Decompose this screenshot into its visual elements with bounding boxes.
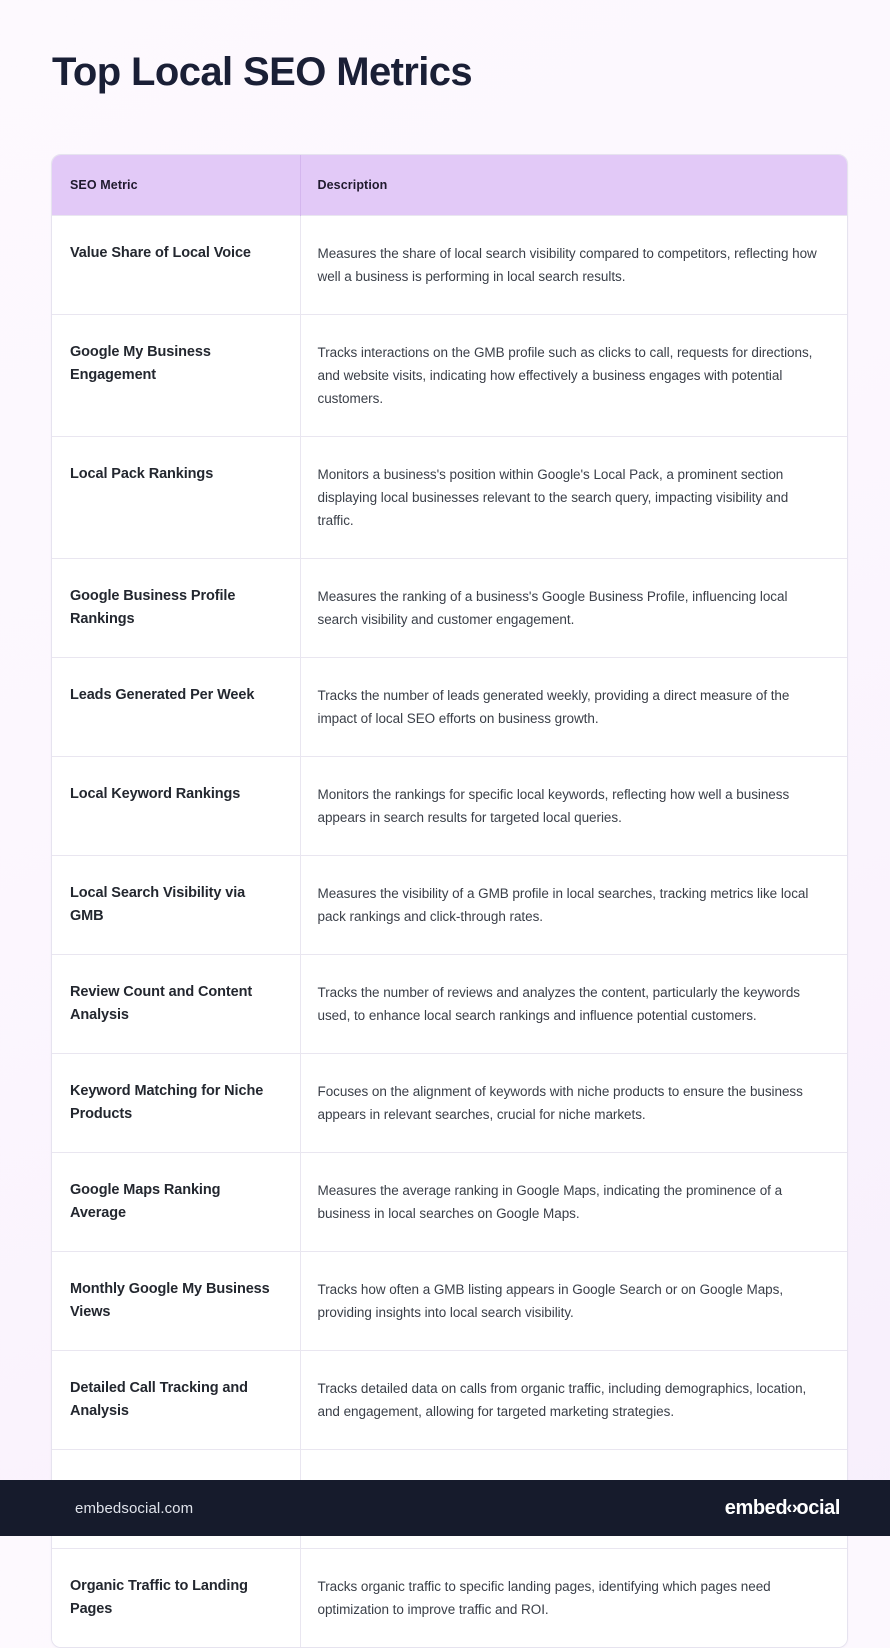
table-row <box>52 558 848 657</box>
cell-seo-metric: Monthly Google My Business Views <box>52 1251 300 1350</box>
cell-seo-metric: Keyword Matching for Niche Products <box>52 1053 300 1152</box>
cell-description: Measures the ranking of a business's Google Business Profile, influencing local search visibility and customer engagement. <box>300 558 848 657</box>
cell-seo-metric: Review Count and Content Analysis <box>52 954 300 1053</box>
cell-seo-metric: Google My Business Engagement <box>52 314 300 436</box>
table-row <box>52 756 848 855</box>
table-row <box>52 1152 848 1251</box>
table-body <box>52 215 848 1647</box>
table-row <box>52 1251 848 1350</box>
cell-description: Monitors the rankings for specific local keywords, reflecting how well a business appears in search results for targeted local queries. <box>300 756 848 855</box>
page-footer <box>0 1480 890 1536</box>
cell-description: Focuses on the alignment of keywords with niche products to ensure the business appears in relevant searches, crucial for niche markets. <box>300 1053 848 1152</box>
column-header-seo-metric: SEO Metric <box>52 155 300 215</box>
cell-description: Tracks the number of reviews and analyzes the content, particularly the keywords used, to enhance local search rankings and influence potential customers. <box>300 954 848 1053</box>
table-row <box>52 1350 848 1449</box>
table-row <box>52 657 848 756</box>
table-row <box>52 855 848 954</box>
table-row <box>52 1548 848 1647</box>
table-row <box>52 215 848 314</box>
logo-text-suffix: ocial <box>796 1496 840 1519</box>
cell-description: Tracks organic traffic to specific landing pages, identifying which pages need optimization to improve traffic and ROI. <box>300 1548 848 1647</box>
cell-seo-metric: Google Business Profile Rankings <box>52 558 300 657</box>
table-row <box>52 1053 848 1152</box>
table-header <box>52 155 848 215</box>
footer-website-url: embedsocial.com <box>75 1499 194 1517</box>
cell-seo-metric: Organic Traffic to Landing Pages <box>52 1548 300 1647</box>
page-title: Top Local SEO Metrics <box>52 50 473 94</box>
cell-description: Tracks interactions on the GMB profile such as clicks to call, requests for directions, and website visits, indicating how effectively a business engages with potential customers. <box>300 314 848 436</box>
table-row <box>52 436 848 558</box>
table-header-row <box>52 155 848 215</box>
cell-description: Tracks how often a GMB listing appears in Google Search or on Google Maps, providing insights into local search visibility. <box>300 1251 848 1350</box>
logo-diamond-icon: ‹› <box>786 1497 798 1517</box>
cell-description: Monitors a business's position within Google's Local Pack, a prominent section displaying local businesses relevant to the search query, impacting visibility and traffic. <box>300 436 848 558</box>
logo-text-prefix: embed <box>724 1496 788 1519</box>
cell-description: Tracks detailed data on calls from organic traffic, including demographics, location, and engagement, allowing for targeted marketing strategies. <box>300 1350 848 1449</box>
table-row <box>52 954 848 1053</box>
cell-seo-metric: Local Pack Rankings <box>52 436 300 558</box>
cell-description: Measures the share of local search visibility compared to competitors, reflecting how well a business is performing in local search results. <box>300 215 848 314</box>
cell-seo-metric: Google Maps Ranking Average <box>52 1152 300 1251</box>
metrics-table-container <box>51 154 848 1648</box>
cell-description: Tracks the number of leads generated weekly, providing a direct measure of the impact of local SEO efforts on business growth. <box>300 657 848 756</box>
cell-description: Measures the average ranking in Google Maps, indicating the prominence of a business in local searches on Google Maps. <box>300 1152 848 1251</box>
table-row <box>52 314 848 436</box>
cell-description: Measures the visibility of a GMB profile in local searches, tracking metrics like local pack rankings and click-through rates. <box>300 855 848 954</box>
cell-seo-metric: Detailed Call Tracking and Analysis <box>52 1350 300 1449</box>
embedsocial-logo <box>725 1497 862 1520</box>
cell-seo-metric: Local Search Visibility via GMB <box>52 855 300 954</box>
cell-seo-metric: Leads Generated Per Week <box>52 657 300 756</box>
cell-seo-metric: Local Keyword Rankings <box>52 756 300 855</box>
cell-seo-metric: Value Share of Local Voice <box>52 215 300 314</box>
column-header-description: Description <box>300 155 848 215</box>
metrics-table <box>52 155 848 1647</box>
